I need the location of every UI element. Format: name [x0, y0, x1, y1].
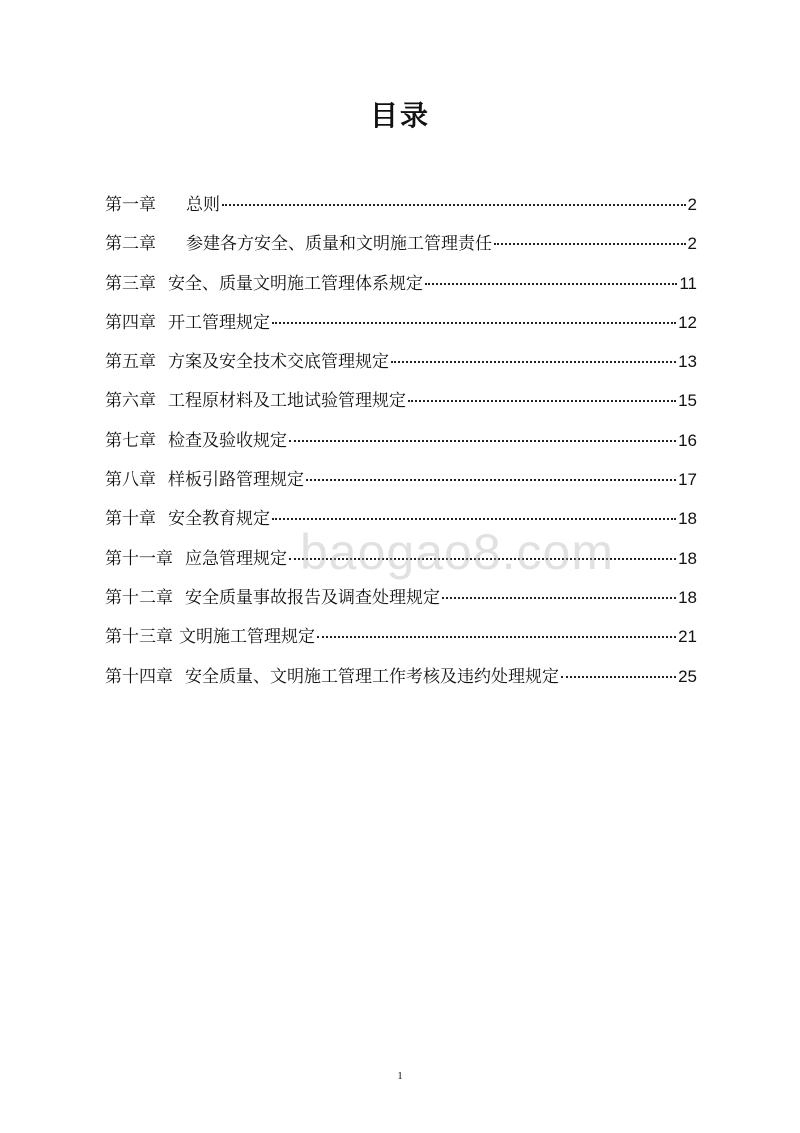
chapter-number: 第十三章 — [105, 627, 173, 648]
page-ref: 2 — [687, 195, 697, 214]
page-ref: 17 — [678, 470, 697, 490]
dot-leader — [561, 676, 676, 678]
page-ref: 11 — [679, 273, 697, 293]
toc-entry-6[interactable] — [105, 386, 697, 425]
chapter-title: 应急管理规定 — [185, 548, 287, 569]
chapter-title: 安全质量事故报告及调查处理规定 — [185, 587, 440, 608]
chapter-number: 第七章 — [105, 430, 156, 451]
chapter-title: 样板引路管理规定 — [168, 470, 304, 491]
toc-entry-10[interactable] — [105, 544, 697, 583]
chapter-number: 第六章 — [105, 391, 156, 412]
toc-entry-7[interactable] — [105, 426, 697, 465]
dot-leader — [306, 479, 676, 481]
toc-entry-2[interactable] — [105, 229, 697, 268]
chapter-title: 参建各方安全、质量和文明施工管理责任 — [186, 234, 492, 255]
chapter-title: 检查及验收规定 — [168, 430, 287, 451]
chapter-number: 第十四章 — [105, 666, 173, 687]
dot-leader — [408, 400, 676, 402]
toc-entry-5[interactable] — [105, 347, 697, 386]
page-ref: 21 — [678, 627, 697, 647]
page-ref: 18 — [678, 587, 697, 607]
dot-leader — [272, 322, 676, 324]
chapter-number: 第四章 — [105, 312, 156, 333]
dot-leader — [272, 518, 676, 520]
toc-entry-11[interactable] — [105, 583, 697, 622]
chapter-title: 总则 — [186, 195, 220, 215]
page-ref: 15 — [678, 391, 697, 411]
chapter-number: 第一章 — [105, 195, 156, 215]
chapter-title: 安全、质量文明施工管理体系规定 — [168, 273, 423, 294]
toc-entry-4[interactable] — [105, 308, 697, 347]
page-ref: 18 — [678, 509, 697, 529]
dot-leader — [391, 361, 676, 363]
page-ref: 2 — [687, 234, 697, 254]
dot-leader — [222, 204, 686, 206]
chapter-number: 第二章 — [105, 234, 156, 255]
page-ref: 16 — [678, 430, 697, 450]
table-of-contents — [105, 190, 697, 701]
dot-leader — [289, 558, 676, 560]
page-ref: 13 — [678, 352, 697, 372]
page-ref: 18 — [678, 548, 697, 568]
chapter-number: 第五章 — [105, 352, 156, 373]
dot-leader — [425, 283, 677, 285]
chapter-number: 第十一章 — [105, 548, 173, 569]
chapter-number: 第三章 — [105, 273, 156, 294]
chapter-title: 开工管理规定 — [168, 312, 270, 333]
toc-entry-1[interactable] — [105, 190, 697, 229]
watermark-text: baogao8.com — [300, 524, 615, 580]
toc-entry-12[interactable] — [105, 622, 697, 661]
page-ref: 12 — [678, 312, 697, 332]
dot-leader — [442, 597, 676, 599]
chapter-title: 文明施工管理规定 — [179, 627, 315, 648]
chapter-title: 工程原材料及工地试验管理规定 — [168, 391, 406, 412]
chapter-title: 安全教育规定 — [168, 509, 270, 530]
chapter-title: 安全质量、文明施工管理工作考核及违约处理规定 — [185, 666, 559, 687]
toc-title: 目录 — [369, 99, 430, 132]
dot-leader — [289, 440, 676, 442]
page-ref: 25 — [678, 666, 697, 686]
chapter-number: 第八章 — [105, 470, 156, 491]
chapter-number: 第十章 — [105, 509, 156, 530]
toc-entry-13[interactable] — [105, 662, 697, 701]
toc-entry-8[interactable] — [105, 465, 697, 504]
chapter-number: 第十二章 — [105, 587, 173, 608]
toc-entry-9[interactable] — [105, 504, 697, 543]
dot-leader — [494, 243, 686, 245]
chapter-title: 方案及安全技术交底管理规定 — [168, 352, 389, 373]
dot-leader — [317, 636, 676, 638]
toc-entry-3[interactable] — [105, 269, 697, 308]
page-number: 1 — [397, 1070, 403, 1082]
